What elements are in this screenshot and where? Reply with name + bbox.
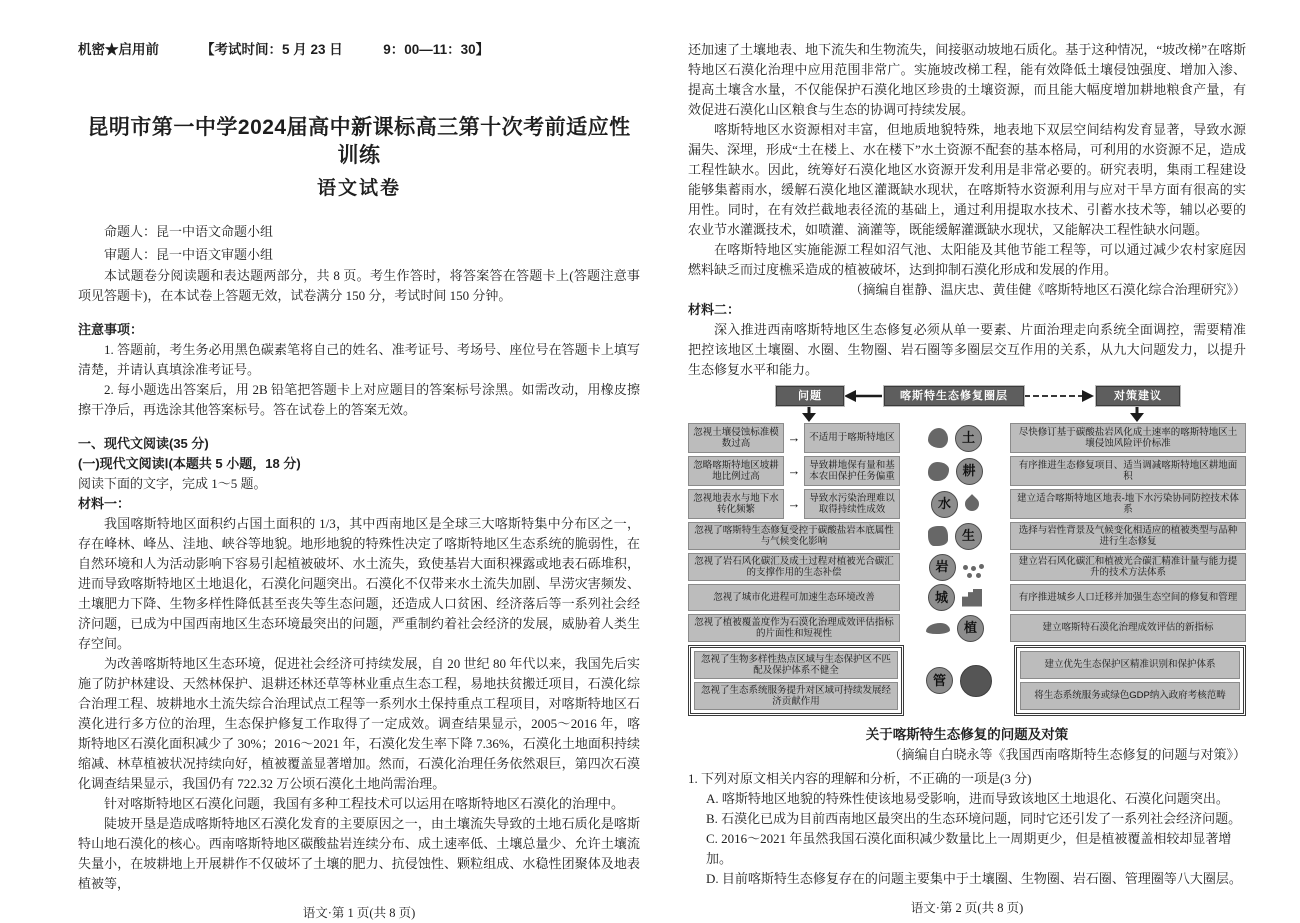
exam-page-2 [688, 40, 1246, 918]
section-1-1-heading: (一)现代文阅读Ⅰ(本题共 5 小题，18 分) [78, 456, 301, 471]
exam-page-1 [78, 40, 640, 923]
material-1-paragraph: 我国喀斯特地区面积约占国土面积的 1/3，其中西南地区是全球三大喀斯特集中分布区之一，存在峰林、峰丛、洼地、峡谷等地貌。地形地貌的特殊性决定了喀斯特地区生态系统的脆弱性，在自然环境和人为活动影响下容易引起植被破坏、水土流失，致使基岩大面积裸露或地表石砾堆积，进而导致喀斯特地区土地退化，石漠化问题突出。石漠化不仅带来水土流失加剧、旱涝灾害频发、土壤肥力下降、生物多样性降低甚至丧失等生态问题，还造成人口贫困、经济落后等一系列社会经济问题，已成为中国西南地区生态环境最突出的问题，严重制约着社会经济的发展，威胁着人类生存空间。 [78, 516, 640, 651]
farmer-icon [928, 462, 949, 481]
solution-box: 建立岩石风化碳汇和植被光合碳汇精准计量与能力提升的技术方法体系 [1010, 553, 1246, 581]
solution-box: 建立适合喀斯特地区地表-地下水污染协同防控技术体系 [1010, 489, 1246, 519]
group-solution-boxes [1014, 645, 1246, 716]
diagram-row [688, 522, 1246, 550]
section-1-heading: 一、现代文阅读(35 分) [78, 436, 209, 451]
droplet-icon [962, 494, 982, 514]
material-2-paragraph: 深入推进西南喀斯特地区生态修复必须从单一要素、片面治理走向系统全面调控，需要精准把控该地区土壤圈、水圈、生物圈、岩石圈等多圈层交互作用的关系，从九大问题发力，以提升生态修复水平和能力。 [688, 322, 1246, 377]
material-1-paragraph: 陡坡开垦是造成喀斯特地区石漠化发育的主要原因之一，由土壤流失导致的土地石质化是喀斯特山地石漠化的核心。西南喀斯特地区碳酸盐岩连续分布、成土速率低、土壤总量少、允许土壤流失量小，在坡耕地上开展耕作不仅破坏了土壤的肥力、抗侵蚀性、颗粒组成、水稳性团聚体及地表植被等， [78, 816, 640, 891]
effect-box: 导致水污染治理难以取得持续性成效 [804, 489, 900, 519]
reading-prompt: 阅读下面的文字，完成 1～5 题。 [78, 476, 267, 491]
problem-box: 忽视了城市化进程可加速生态环境改善 [688, 584, 900, 611]
solution-box: 建立优先生态保护区精准识别和保护体系 [1020, 651, 1240, 679]
problem-box: 忽视了岩石风化碳汇及成土过程对植被光合碳汇的支撑作用的生态补偿 [688, 553, 900, 581]
building-icon [962, 589, 982, 607]
material-2-label: 材料二： [688, 302, 741, 317]
diagram-solution-header: 对策建议 [1096, 386, 1180, 406]
biology-sphere-icon: 生 [955, 523, 982, 550]
diagram-row [688, 423, 1246, 453]
solution-box: 建立喀斯特石漠化治理成效评估的新指标 [1010, 614, 1246, 642]
right-arrow-icon: → [787, 496, 801, 512]
material-1-attribution: （摘编自崔静、温庆忠、黄佳健《喀斯特地区石漠化综合治理研究》） [849, 282, 1246, 297]
question-1-option-a: A. 喀斯特地区地貌的特殊性使该地易受影响，进而导致该地区土地退化、石漠化问题突出。 [706, 791, 1229, 806]
material-1-paragraph: 在喀斯特地区实施能源工程如沼气池、太阳能及其他节能工程等，可以通过减少农村家庭因燃料缺乏而过度樵采造成的植被破坏，达到抑制石漠化形成和发展的作用。 [688, 242, 1246, 277]
diagram-problem-header: 问题 [776, 386, 844, 406]
bird-icon [926, 623, 950, 634]
header-gap [159, 40, 201, 60]
page-2-footer: 语文·第 2 页(共 8 页) [910, 901, 1024, 915]
material-1-label: 材料一： [78, 496, 131, 511]
question-1-option-d: D. 目前喀斯特生态修复存在的问题主要集中于土壤圈、生物圈、岩石圈、管理圈等八大圈层。 [706, 871, 1242, 886]
diagram-row [688, 489, 1246, 519]
material-1-paragraph: 针对喀斯特地区石漠化问题，我国有多种工程技术可以运用在喀斯特地区石漠化的治理中。 [104, 796, 625, 811]
diagram-row [688, 614, 1246, 642]
exam-subject-title: 语文试卷 [316, 178, 401, 199]
question-1-option-c: C. 2016～2021 年虽然我国石漠化面积减少数量比上一周期更少，但是植被覆盖相较却显著增加。 [706, 831, 1232, 866]
exam-title: 昆明市第一中学2024届高中新课标高三第十次考前适应性训练 [87, 116, 631, 167]
diagram-caption: 关于喀斯特生态修复的问题及对策 [865, 727, 1069, 742]
reviewer-line: 审题人：昆一中语文审题小组 [104, 247, 274, 262]
right-arrow-icon: → [787, 430, 801, 446]
group-problem-boxes [688, 645, 904, 716]
management-sphere-icon: 管 [926, 667, 953, 694]
notice-item-2: 2. 每小题选出答案后，用 2B 铅笔把答题卡上对应题目的答案标号涂黑。如需改动，用橡皮擦擦干净后，再选涂其他答案标号。答在试卷上的答案无效。 [78, 382, 640, 417]
rock-sphere-icon: 岩 [929, 554, 956, 581]
problem-box: 忽视土壤侵蚀标准模数过高 [688, 423, 784, 453]
page-1-footer: 语文·第 1 页(共 8 页) [302, 906, 416, 920]
plant-icon [928, 428, 948, 448]
karst-restoration-diagram [688, 385, 1246, 716]
material-1-paragraph: 喀斯特地区水资源相对丰富，但地质地貌特殊，地表地下双层空间结构发育显著，导致水源漏失、深埋，形成“土在楼上、水在楼下”水土资源不配套的基本格局，可利用的水资源不足，造成工程性缺水。因此，统筹好石漠化地区水资源开发利用是非常必要的。研究表明，集雨工程建设能够集蓄雨水，缓解石漠化地区灌溉缺水现状，在喀斯特水资源利用与应对干旱方面有很高的实用性。同时，在有效拦截地表径流的基础上，通过利用提取水技术、引蓄水技术等，辅以必要的农业节水灌溉技术，如喷灌、滴灌等，既能缓解灌溉缺水现状，又能解决工程性缺水问题。 [688, 122, 1246, 237]
solution-box: 有序推进生态修复项目、适当调减喀斯特地区耕地面积 [1010, 456, 1246, 486]
exam-intro: 本试题卷分阅读题和表达题两部分，共 8 页。考生作答时，将答案答在答题卡上(答题注意事项见答题卡)，在本试卷上答题无效，试卷满分 150 分，考试时间 150 分钟。 [78, 268, 640, 303]
diagram-row [688, 553, 1246, 581]
setter-line: 命题人：昆一中语文命题小组 [104, 224, 274, 239]
problem-box: 忽视了生态系统服务提升对区域可持续发展经济贡献作用 [694, 682, 898, 710]
flower-icon [928, 526, 948, 546]
diagram-group-rows [688, 645, 1246, 716]
problem-box: 忽略喀斯特地区坡耕地比例过高 [688, 456, 784, 486]
material-2-attribution: （摘编自白晓永等《我国西南喀斯特生态修复的问题与对策》） [888, 747, 1246, 762]
solution-box: 选择与岩性背景及气候变化相适应的植被类型与品种进行生态修复 [1010, 522, 1246, 550]
diagram-sphere-header: 喀斯特生态修复圈层 [884, 386, 1024, 406]
effect-box: 导致耕地保有量和基本农田保护任务偏重 [804, 456, 900, 486]
solution-box: 将生态系统服务或绿色GDP纳入政府考核范畴 [1020, 682, 1240, 710]
question-1-option-b: B. 石漠化已成为目前西南地区最突出的生态环境问题，同时它还引发了一系列社会经济问题。 [706, 811, 1242, 826]
dark-circle-icon [960, 665, 992, 697]
soil-sphere-icon: 土 [955, 425, 982, 452]
diagram-rows [688, 423, 1246, 716]
problem-box: 忽视了喀斯特生态修复受控于碳酸盐岩本底属性与气候变化影响 [688, 522, 900, 550]
diagram-header [688, 385, 1246, 423]
diagram-row [688, 584, 1246, 611]
solution-box: 尽快修订基于碳酸盐岩风化成土速率的喀斯特地区土壤侵蚀风险评价标准 [1010, 423, 1246, 453]
vegetation-sphere-icon: 植 [957, 615, 984, 642]
material-1-continued-paragraph: 还加速了土壤地表、地下流失和生物流失，间接驱动坡地石质化。基于这种情况，“坡改梯”在喀斯特地区石漠化治理中应用范围非常广。实施坡改梯工程，能有效降低土壤侵蚀强度、增加入渗、提高土壤含水量，不仅能保护石漠化地区珍贵的土壤资源，而且能大幅度增加耕地粮食产量，有效促进石漠化山区粮食与生态的协调可持续发展。 [688, 42, 1246, 117]
city-sphere-icon: 城 [928, 584, 955, 611]
material-1-paragraph: 为改善喀斯特地区生态环境，促进社会经济可持续发展，自 20 世纪 80 年代以来，我国先后实施了防护林建设、天然林保护、退耕还林还草等林业重点生态工程，易地扶贫搬迁项目，石漠化综合治理工程、坡耕地水土流失综合治理试点工程等一系列水土保持重点工程项目，对喀斯特地区石漠化进行多方位的治理，生态保护修复工作取得了一定成效。调查结果显示，2005～2016 年，喀斯特地区石漠化面积减少了 30%；2016～2021 年，石漠化发生率下降 7.36%，石漠化土地面积持续缩减、林草植被状况持续向好，植被覆盖显著增加。然而，石漠化治理任务依然艰巨，第四次石漠化调查结果显示，我国仍有 722.32 万公顷石漠化土地尚需治理。 [78, 656, 640, 791]
problem-box: 忽视了生物多样性热点区域与生态保护区不匹配及保护体系不健全 [694, 651, 898, 679]
water-sphere-icon: 水 [931, 491, 958, 518]
effect-box: 不适用于喀斯特地区 [804, 423, 900, 453]
diagram-row [688, 456, 1246, 486]
problem-box: 忽视了植被覆盖度作为石漠化治理成效评估指标的片面性和短视性 [688, 614, 900, 642]
notice-item-1: 1. 答题前，考生务必用黑色碳素笔将自己的姓名、准考证号、考场号、座位号在答题卡上填写清楚，并请认真填涂准考证号。 [78, 342, 640, 377]
notice-title: 注意事项： [78, 322, 144, 337]
solution-box: 有序推进城乡人口迁移并加强生态空间的修复和管理 [1010, 584, 1246, 611]
secrecy-label: 机密★启用前 [78, 42, 159, 57]
exam-time-label: 【考试时间：5 月 23 日 9：00—11：30】 [201, 42, 490, 57]
molecules-icon [963, 565, 968, 570]
right-arrow-icon: → [787, 463, 801, 479]
farmland-sphere-icon: 耕 [956, 458, 983, 485]
problem-box: 忽视地表水与地下水转化频繁 [688, 489, 784, 519]
question-1-stem: 1. 下列对原文相关内容的理解和分析，不正确的一项是(3 分) [688, 771, 1032, 786]
secrecy-header [78, 40, 640, 60]
